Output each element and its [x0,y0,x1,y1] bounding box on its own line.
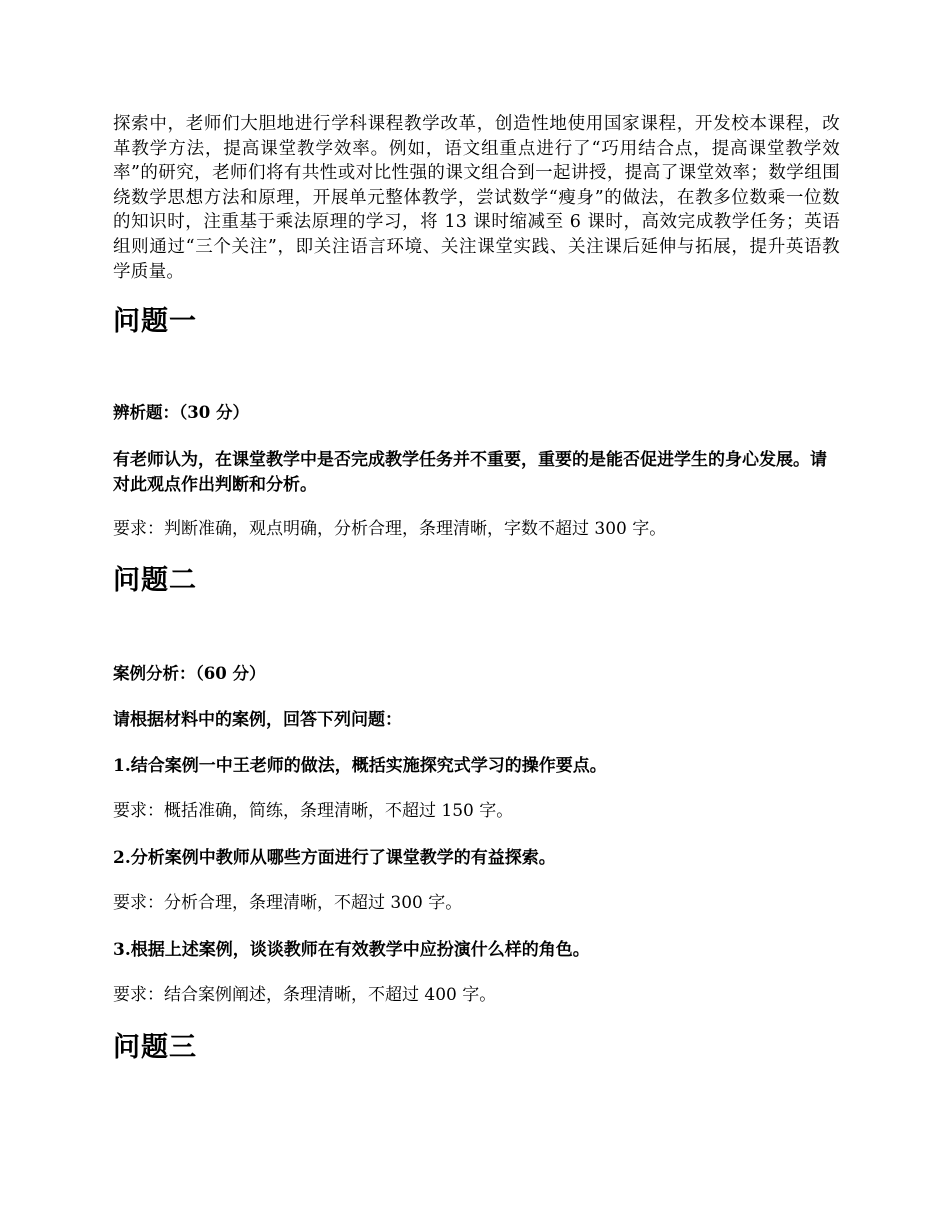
question-2-sub-1: 1.结合案例一中王老师的做法，概括实施探究式学习的操作要点。 [113,756,607,776]
question-2-sub-3-requirement: 要求：结合案例阐述，条理清晰，不超过 400 字。 [113,985,497,1005]
question-2-sub-2-requirement: 要求：分析合理，条理清晰，不超过 300 字。 [113,893,463,913]
section-heading-3: 问题三 [113,1032,197,1063]
question-1-requirement: 要求：判断准确，观点明确，分析合理，条理清晰，字数不超过 300 字。 [113,519,667,539]
question-1-label: 辨析题：（30 分） [113,403,249,422]
question-2-instruction: 请根据材料中的案例，回答下列问题： [113,710,402,730]
question-2-sub-3: 3.根据上述案例，谈谈教师在有效教学中应扮演什么样的角色。 [113,940,590,960]
question-1-stem: 有老师认为，在课堂教学中是否完成教学任务并不重要，重要的是能否促进学生的身心发展。请对此观点作出判断和分析。 [113,450,827,495]
question-2-sub-1-requirement: 要求：概括准确，简练，条理清晰，不超过 150 字。 [113,801,514,821]
question-2-sub-2: 2.分析案例中教师从哪些方面进行了课堂教学的有益探索。 [113,848,556,868]
section-heading-2: 问题二 [113,565,197,596]
intro-paragraph: 探索中，老师们大胆地进行学科课程教学改革，创造性地使用国家课程，开发校本课程，改革教学方法，提高课堂教学效率。例如，语文组重点进行了“巧用结合点，提高课堂教学效率”的研究，老师们将有共性或对比性强的课文组合到一起讲授，提高了课堂效率；数学组围绕数学思想方法和原理，开展单元整体教学，尝试数学“瘦身”的做法，在教多位数乘一位数的知识时，注重基于乘法原理的学习，将 13 课时缩减至 6 课时，高效完成教学任务；英语组则通过“三个关注”，即关注语言环境、关注课堂实践、关注课后延伸与拓展，提升英语教学质量。 [113,114,840,282]
question-2-label: 案例分析：（60 分） [113,664,266,683]
section-heading-1: 问题一 [113,306,197,337]
